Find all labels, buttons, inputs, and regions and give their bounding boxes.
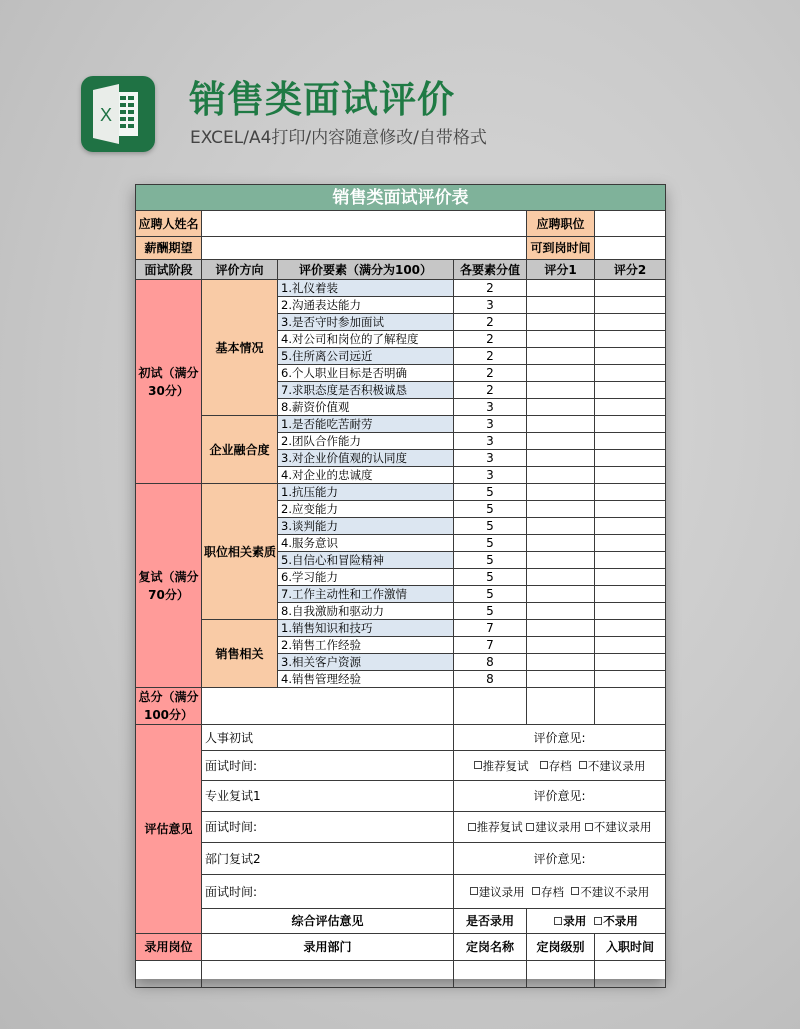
score1-cell[interactable] [527,467,595,484]
score2-cell[interactable] [595,365,666,382]
salary-label: 薪酬期望 [136,237,202,260]
score2-cell[interactable] [595,484,666,501]
score2-cell[interactable] [595,348,666,365]
score2-cell[interactable] [595,535,666,552]
available-date-field[interactable] [595,237,666,260]
element-cell: 4.销售管理经验 [278,671,454,688]
weight-cell: 7 [454,620,527,637]
score2-cell[interactable] [595,637,666,654]
total-score2-cell[interactable] [595,688,666,725]
stage-initial: 初试（满分30分） [136,280,202,484]
option-checkbox[interactable]: 不建议不录用 [571,885,649,899]
round-professional: 专业复试1 [202,781,454,812]
round-options [454,751,666,781]
weight-cell: 5 [454,603,527,620]
element-cell: 4.对公司和岗位的了解程度 [278,331,454,348]
score1-cell[interactable] [527,671,595,688]
weight-cell: 2 [454,331,527,348]
element-cell: 5.住所离公司远近 [278,348,454,365]
score1-cell[interactable] [527,586,595,603]
round-hr-initial: 人事初试 [202,725,454,751]
option-checkbox[interactable]: 建议录用 [526,820,581,834]
placement-dept-label: 录用部门 [202,934,454,961]
col-header-stage: 面试阶段 [136,260,202,280]
checkbox-icon [571,887,579,895]
checkbox-icon [474,761,482,769]
score1-cell[interactable] [527,399,595,416]
table-row [136,484,666,501]
table-row [136,416,666,433]
position-label: 应聘职位 [527,211,595,237]
element-cell: 1.销售知识和技巧 [278,620,454,637]
interview-time-field[interactable]: 面试时间: [202,812,454,843]
element-cell: 1.礼仪着装 [278,280,454,297]
checkbox-icon [470,887,478,895]
score1-cell[interactable] [527,484,595,501]
score2-cell[interactable] [595,314,666,331]
placement-position-field[interactable] [136,961,202,988]
applicant-name-label: 应聘人姓名 [136,211,202,237]
score1-cell[interactable] [527,331,595,348]
element-cell: 5.自信心和冒险精神 [278,552,454,569]
start-date-field[interactable] [595,961,666,988]
element-cell: 6.个人职业目标是否明确 [278,365,454,382]
score2-cell[interactable] [595,297,666,314]
applicant-name-field[interactable] [202,211,527,237]
element-cell: 3.是否守时参加面试 [278,314,454,331]
direction-fit: 企业融合度 [202,416,278,484]
element-cell: 3.谈判能力 [278,518,454,535]
score2-cell[interactable] [595,450,666,467]
round-options [454,875,666,909]
element-cell: 7.求职态度是否积极诚恳 [278,382,454,399]
score2-cell[interactable] [595,382,666,399]
weight-cell: 5 [454,518,527,535]
post-level-label: 定岗级别 [527,934,595,961]
score2-cell[interactable] [595,467,666,484]
weight-cell: 5 [454,501,527,518]
weight-cell: 3 [454,297,527,314]
score1-cell[interactable] [527,518,595,535]
score1-cell[interactable] [527,620,595,637]
score1-cell[interactable] [527,603,595,620]
checkbox-icon [532,887,540,895]
score2-cell[interactable] [595,586,666,603]
score2-cell[interactable] [595,671,666,688]
opinion-label[interactable]: 评价意见: [454,843,666,875]
score2-cell[interactable] [595,331,666,348]
weight-cell: 5 [454,484,527,501]
total-blank [202,688,454,725]
score2-cell[interactable] [595,501,666,518]
weight-cell: 2 [454,314,527,331]
stage-second: 复试（满分70分） [136,484,202,688]
checkbox-icon [554,917,562,925]
weight-cell: 5 [454,552,527,569]
post-name-field[interactable] [454,961,527,988]
option-checkbox[interactable]: 不建议录用 [579,759,646,773]
reject-checkbox[interactable]: 不录用 [594,914,638,928]
checkbox-icon [594,917,602,925]
post-name-label: 定岗名称 [454,934,527,961]
score1-cell[interactable] [527,314,595,331]
score1-cell[interactable] [527,433,595,450]
score1-cell[interactable] [527,416,595,433]
summary-opinion-label: 综合评估意见 [202,909,454,934]
score2-cell[interactable] [595,654,666,671]
score1-cell[interactable] [527,382,595,399]
element-cell: 8.自我激励和驱动力 [278,603,454,620]
weight-cell: 5 [454,569,527,586]
score1-cell[interactable] [527,348,595,365]
hero-subtitle: EXCEL/A4打印/内容随意修改/自带格式 [190,128,487,148]
hire-decision-label: 是否录用 [454,909,527,934]
direction-basic: 基本情况 [202,280,278,416]
element-cell: 2.销售工作经验 [278,637,454,654]
score2-cell[interactable] [595,433,666,450]
weight-cell: 7 [454,637,527,654]
opinion-label[interactable]: 评价意见: [454,725,666,751]
weight-cell: 5 [454,535,527,552]
interview-time-field[interactable]: 面试时间: [202,751,454,781]
weight-cell: 2 [454,348,527,365]
element-cell: 6.学习能力 [278,569,454,586]
option-checkbox[interactable]: 建议录用 [470,885,525,899]
score2-cell[interactable] [595,518,666,535]
evaluation-label: 评估意见 [136,725,202,934]
score1-cell[interactable] [527,569,595,586]
hire-checkbox[interactable]: 录用 [554,914,586,928]
checkbox-icon [526,823,534,831]
element-cell: 3.相关客户资源 [278,654,454,671]
direction-position-quality: 职位相关素质 [202,484,278,620]
checkbox-icon [540,761,548,769]
element-cell: 7.工作主动性和工作激情 [278,586,454,603]
evaluation-table [135,184,666,988]
hero-title: 销售类面试评价 [189,78,455,121]
round-options [454,812,666,843]
element-cell: 8.薪资价值观 [278,399,454,416]
position-field[interactable] [595,211,666,237]
option-checkbox[interactable]: 存档 [540,759,572,773]
element-cell: 1.抗压能力 [278,484,454,501]
col-header-element: 评价要素（满分为100） [278,260,454,280]
total-score1-cell[interactable] [527,688,595,725]
score1-cell[interactable] [527,654,595,671]
weight-cell: 8 [454,671,527,688]
weight-cell: 3 [454,399,527,416]
post-level-field[interactable] [527,961,595,988]
element-cell: 1.是否能吃苦耐劳 [278,416,454,433]
placement-label: 录用岗位 [136,934,202,961]
score1-cell[interactable] [527,450,595,467]
score1-cell[interactable] [527,501,595,518]
score2-cell[interactable] [595,399,666,416]
weight-cell: 3 [454,416,527,433]
element-cell: 3.对企业价值观的认同度 [278,450,454,467]
checkbox-icon [579,761,587,769]
evaluation-sheet [135,184,665,979]
score2-cell[interactable] [595,603,666,620]
weight-cell: 5 [454,586,527,603]
col-header-direction: 评价方向 [202,260,278,280]
sheet-title: 销售类面试评价表 [136,185,666,211]
checkbox-icon [468,823,476,831]
direction-sales: 销售相关 [202,620,278,688]
table-row [136,620,666,637]
score1-cell[interactable] [527,552,595,569]
score2-cell[interactable] [595,416,666,433]
element-cell: 4.服务意识 [278,535,454,552]
weight-cell: 3 [454,467,527,484]
table-row [136,280,666,297]
weight-cell: 8 [454,654,527,671]
score2-cell[interactable] [595,552,666,569]
weight-cell: 3 [454,433,527,450]
interview-time-field[interactable]: 面试时间: [202,875,454,909]
total-label: 总分（满分100分） [136,688,202,725]
total-weight-cell[interactable] [454,688,527,725]
col-header-score2: 评分2 [595,260,666,280]
round-department: 部门复试2 [202,843,454,875]
excel-icon [81,76,155,152]
excel-logo [81,76,155,152]
option-checkbox[interactable]: 存档 [532,885,564,899]
weight-cell: 2 [454,280,527,297]
col-header-score1: 评分1 [527,260,595,280]
element-cell: 4.对企业的忠诚度 [278,467,454,484]
option-checkbox[interactable]: 推荐复试 [474,759,529,773]
opinion-label[interactable]: 评价意见: [454,781,666,812]
total-row [136,688,666,725]
placement-dept-field[interactable] [202,961,454,988]
hire-options [527,909,666,934]
checkbox-icon [585,823,593,831]
weight-cell: 3 [454,450,527,467]
score1-cell[interactable] [527,637,595,654]
score1-cell[interactable] [527,297,595,314]
score2-cell[interactable] [595,569,666,586]
salary-field[interactable] [202,237,527,260]
element-cell: 2.团队合作能力 [278,433,454,450]
option-checkbox[interactable]: 不建议录用 [585,820,652,834]
score1-cell[interactable] [527,280,595,297]
start-date-label: 入职时间 [595,934,666,961]
svg-text:X: X [100,105,113,125]
score2-cell[interactable] [595,620,666,637]
score1-cell[interactable] [527,535,595,552]
option-checkbox[interactable]: 推荐复试 [468,820,523,834]
score1-cell[interactable] [527,365,595,382]
element-cell: 2.应变能力 [278,501,454,518]
score2-cell[interactable] [595,280,666,297]
col-header-weight: 各要素分值 [454,260,527,280]
element-cell: 2.沟通表达能力 [278,297,454,314]
weight-cell: 2 [454,382,527,399]
available-date-label: 可到岗时间 [527,237,595,260]
weight-cell: 2 [454,365,527,382]
